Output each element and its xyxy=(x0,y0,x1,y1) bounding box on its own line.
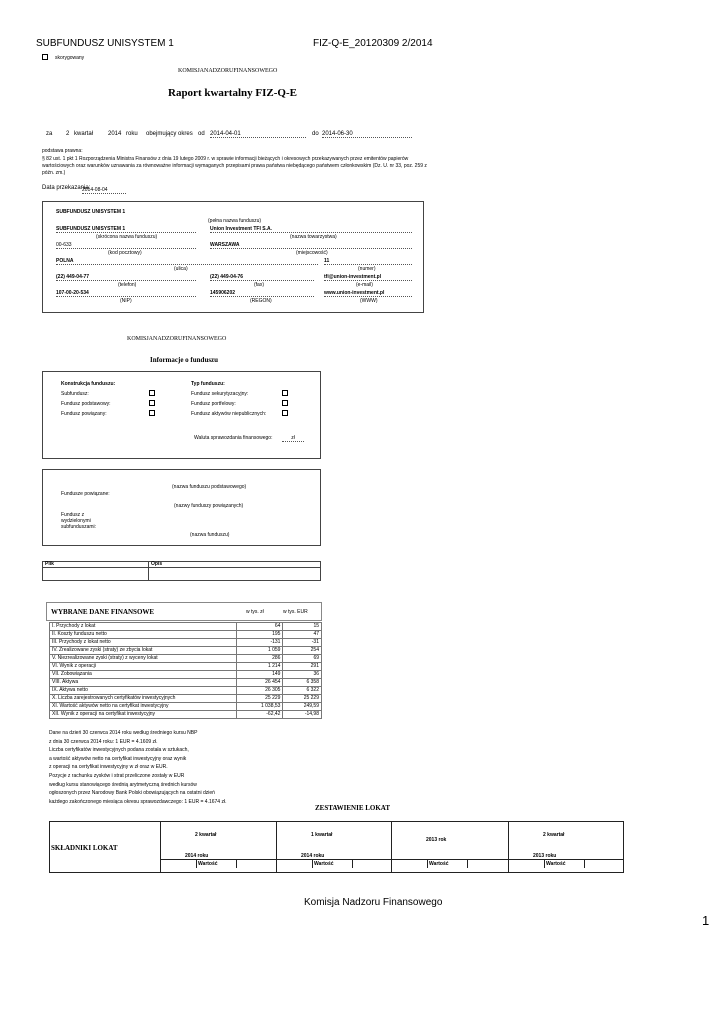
investments-col-period: 2 kwartał xyxy=(543,832,565,838)
fund-type-nonpublic-label: Fundusz aktywów niepublicznych: xyxy=(191,411,267,417)
entity-postal-code: 00-633 xyxy=(56,242,196,249)
entity-city: WARSZAWA xyxy=(210,242,412,249)
construction-base-label: Fundusz podstawowy: xyxy=(61,401,111,407)
financial-row-label: III. Przychody z lokat netto xyxy=(50,639,237,647)
investments-col-divider xyxy=(391,821,392,873)
entity-nip-caption: (NIP) xyxy=(120,298,132,304)
entity-phone: (22) 449-04-77 xyxy=(56,274,196,281)
authority-name-mid: KOMISJANADZORUFINANSOWEGO xyxy=(127,336,227,342)
fund-type-portfolio-label: Fundusz portfelowy: xyxy=(191,401,236,407)
footer-authority: Komisja Nadzoru Finansowego xyxy=(304,897,443,908)
investments-col-subdivider xyxy=(276,859,391,860)
financial-row-eur: 25 229 xyxy=(283,695,322,703)
period-quarter: 2 xyxy=(66,131,70,137)
financial-row-pln: 1 214 xyxy=(237,663,283,671)
entity-short-name-caption: (skrócona nazwa funduszu) xyxy=(96,234,158,240)
header-form-code: FIZ-Q-E_20120309 2/2014 xyxy=(313,38,433,49)
page-number: 1 xyxy=(702,913,710,928)
financial-row-label: XI. Wartość aktywów netto na certyfikat inwestycyjny xyxy=(50,703,237,711)
entity-email: tfi@union-investment.pl xyxy=(324,274,412,281)
financial-note-line: z dnia 30 czerwca 2014 roku: 1 EUR = 4.1609 zł. xyxy=(49,738,158,745)
financial-row-eur: -31 xyxy=(283,639,322,647)
entity-short-name: SUBFUNDUSZ UNISYSTEM 1 xyxy=(56,226,196,233)
entity-nip: 107-00-20-534 xyxy=(56,290,196,297)
construction-subfund-checkbox[interactable] xyxy=(149,390,155,396)
files-table xyxy=(42,561,321,581)
period-do: do xyxy=(312,131,319,137)
financial-col-pln: w tys. zł xyxy=(246,609,264,615)
financial-row-label: X. Liczba zarejestrowanych certyfikatów inwestycyjnych xyxy=(50,695,237,703)
legal-basis-label: podstawa prawna: xyxy=(42,148,83,154)
entity-regon: 145906202 xyxy=(210,290,314,297)
investments-col-value: Wartość xyxy=(429,861,449,867)
financial-notes xyxy=(49,729,226,806)
construction-related-label: Fundusz powiązany: xyxy=(61,411,107,417)
financial-row xyxy=(50,639,322,647)
files-table-column-divider xyxy=(148,561,149,581)
authority-name-top: KOMISJANADZORUFINANSOWEGO xyxy=(178,68,278,74)
financial-row-pln: -131 xyxy=(237,639,283,647)
financial-row-eur: 6 322 xyxy=(283,687,322,695)
period-to-date: 2014-06-30 xyxy=(322,131,412,138)
financial-note-line: z operacji na certyfikat inwestycyjny w zł oraz w EUR. xyxy=(49,764,168,771)
financial-row xyxy=(50,711,322,719)
entity-manager: Union Investment TFI S.A. xyxy=(210,226,412,233)
financial-row-eur: 36 xyxy=(283,671,322,679)
period-za: za xyxy=(46,131,53,137)
period-kwartal: kwartał xyxy=(74,131,94,137)
financial-row xyxy=(50,687,322,695)
related-funds-label: Fundusze powiązane: xyxy=(61,491,110,497)
fund-type-title: Typ funduszu: xyxy=(191,381,225,387)
financial-note-line: Pozycje z rachunku zysków i strat przeliczone zostały w EUR xyxy=(49,772,185,779)
submission-label: Data przekazania: xyxy=(42,185,91,191)
financial-row-label: VI. Wynik z operacji xyxy=(50,663,237,671)
financial-row-eur: 69 xyxy=(283,655,322,663)
financial-note-line: każdego zakończonego miesiąca okresu sprawozdawczego: 1 EUR = 4.1674 zł. xyxy=(49,798,227,805)
base-fund-caption: (nazwa funduszu podstawowego) xyxy=(172,484,247,490)
financial-note-line: według kursu stanowiącego średnią arytmetyczną średnich kursów xyxy=(49,781,197,788)
financial-row-label: VII. Zobowiązania xyxy=(50,671,237,679)
investments-col-divider xyxy=(160,821,161,873)
entity-www: www.union-investment.pl xyxy=(324,290,412,297)
investments-value-tick xyxy=(236,860,237,868)
entity-www-caption: (WWW) xyxy=(360,298,378,304)
financial-row-pln: 149 xyxy=(237,671,283,679)
fund-type-nonpublic-checkbox[interactable] xyxy=(282,410,288,416)
financial-row-eur: 291 xyxy=(283,663,322,671)
financial-row-eur: 249,59 xyxy=(283,703,322,711)
investments-first-col: SKŁADNIKI LOKAT xyxy=(51,844,118,852)
investments-col-period: 1 kwartał xyxy=(311,832,333,838)
investments-col-subdivider xyxy=(508,859,624,860)
construction-title: Konstrukcja funduszu: xyxy=(61,381,116,387)
financial-row-pln: 1 059 xyxy=(237,647,283,655)
investments-col-year: 2013 roku xyxy=(533,853,557,859)
fund-name-caption: (nazwa funduszu) xyxy=(190,532,230,538)
financial-row-label: IV. Zrealizowane zyski (straty) ze zbycia lokat xyxy=(50,647,237,655)
investments-col-year: 2014 roku xyxy=(185,853,209,859)
separated-subfunds-label: Fundusz z wydzielonymi subfunduszami: xyxy=(61,512,97,530)
investments-value-tick xyxy=(196,860,197,868)
financial-row-eur: 47 xyxy=(283,631,322,639)
investments-value-tick xyxy=(467,860,468,868)
entity-full-name: SUBFUNDUSZ UNISYSTEM 1 xyxy=(56,209,126,215)
entity-city-caption: (miejscowość) xyxy=(296,250,328,256)
entity-regon-caption: (REGON) xyxy=(250,298,272,304)
entity-full-name-caption: (pełna nazwa funduszu) xyxy=(208,218,262,224)
financial-row-pln: 25 229 xyxy=(237,695,283,703)
financial-row-pln: 26 454 xyxy=(237,679,283,687)
investments-col-value: Wartość xyxy=(314,861,334,867)
financial-row xyxy=(50,695,322,703)
financial-row xyxy=(50,623,322,631)
entity-number: 11 xyxy=(324,258,412,265)
financial-col-eur: w tys. EUR xyxy=(283,609,308,615)
related-funds-caption: (nazwy funduszy powiązanych) xyxy=(174,503,244,509)
files-col-file: Plik xyxy=(45,561,54,567)
investments-value-tick xyxy=(352,860,353,868)
financial-row xyxy=(50,703,322,711)
financial-row xyxy=(50,679,322,687)
financial-row-label: II. Koszty funduszu netto xyxy=(50,631,237,639)
investments-value-tick xyxy=(544,860,545,868)
entity-fax-caption: (fax) xyxy=(254,282,264,288)
investments-col-year: 2014 roku xyxy=(301,853,325,859)
report-title: Raport kwartalny FIZ-Q-E xyxy=(168,87,297,99)
financial-row-pln: 1 038,53 xyxy=(237,703,283,711)
financial-row-label: XII. Wynik z operacji na certyfikat inwestycyjny xyxy=(50,711,237,719)
financial-row-eur: 254 xyxy=(283,647,322,655)
fund-type-securitization-checkbox[interactable] xyxy=(282,390,288,396)
financial-note-line: ogłoszonych przez Narodowy Bank Polski obowiązujących na ostatni dzień xyxy=(49,790,215,797)
financial-row-pln: 64 xyxy=(237,623,283,631)
financial-row-pln: 26 305 xyxy=(237,687,283,695)
corrected-label: skorygowany xyxy=(55,55,85,61)
entity-number-caption: (numer) xyxy=(358,266,376,272)
entity-manager-caption: (nazwa towarzystwa) xyxy=(290,234,337,240)
financial-table xyxy=(49,622,322,719)
entity-fax: (22) 449-04-76 xyxy=(210,274,314,281)
financial-note-line: Dane na dzień 30 czerwca 2014 roku według średniego kursu NBP xyxy=(49,730,198,736)
financial-row xyxy=(50,663,322,671)
investments-value-tick xyxy=(427,860,428,868)
currency-label: Waluta sprawozdania finansowego: xyxy=(194,435,273,441)
investments-col-subdivider xyxy=(160,859,276,860)
financial-row-label: I. Przychody z lokat xyxy=(50,623,237,631)
files-col-description: Opis xyxy=(151,561,163,567)
financial-row xyxy=(50,647,322,655)
investments-col-period: 2013 rok xyxy=(426,837,447,843)
entity-postal-caption: (kod pocztowy) xyxy=(108,250,142,256)
investments-col-divider xyxy=(508,821,509,873)
header-fund-name: SUBFUNDUSZ UNISYSTEM 1 xyxy=(36,38,174,49)
files-table-header-divider xyxy=(42,567,321,568)
financial-title: WYBRANE DANE FINANSOWE xyxy=(51,608,155,616)
financial-row xyxy=(50,671,322,679)
financial-row xyxy=(50,631,322,639)
fund-type-securitization-label: Fundusz sekurytyzacyjny: xyxy=(191,391,249,397)
financial-note-line: a wartość aktywów netto na certyfikat inwestycyjny oraz wynik xyxy=(49,755,187,762)
financial-row-label: VIII. Aktywa xyxy=(50,679,237,687)
fund-type-portfolio-checkbox[interactable] xyxy=(282,400,288,406)
investments-col-period: 2 kwartał xyxy=(195,832,217,838)
period-from-date: 2014-04-01 xyxy=(210,131,306,138)
corrected-checkbox[interactable] xyxy=(42,54,48,60)
financial-row-pln: 286 xyxy=(237,655,283,663)
construction-base-checkbox[interactable] xyxy=(149,400,155,406)
fund-info-title: Informacje o funduszu xyxy=(150,356,219,364)
entity-street: POLNA xyxy=(56,258,318,265)
period-roku: roku xyxy=(126,131,138,137)
entity-phone-caption: (telefon) xyxy=(118,282,137,288)
construction-subfund-label: Subfundusz: xyxy=(61,391,89,397)
legal-basis-text: § 82 ust. 1 pkt 1 Rozporządzenia Ministra Finansów z dnia 19 lutego 2009 r. w sprawie informacji bieżących i okresowych przekazywanych przez emitentów papierów wartościowych oraz warunków uznawania za równoważne informacji wymaganych przepisami prawa państwa niebędącego państwem członkowskim (Dz. U. nr 33, poz. 259 z późn. zm.) xyxy=(42,156,427,176)
financial-row-label: IX. Aktywa netto xyxy=(50,687,237,695)
financial-row-label: V. Niezrealizowane zyski (straty) z wyceny lokat xyxy=(50,655,237,663)
investments-col-divider xyxy=(276,821,277,873)
submission-date: 2014-08-04 xyxy=(82,187,126,194)
entity-email-caption: (e-mail) xyxy=(356,282,373,288)
currency-value: zł xyxy=(282,435,304,442)
financial-row-eur: -14,98 xyxy=(283,711,322,719)
entity-street-caption: (ulica) xyxy=(174,266,188,272)
investments-value-tick xyxy=(584,860,585,868)
period-obejmujacy: obejmujący okres xyxy=(146,131,193,137)
construction-related-checkbox[interactable] xyxy=(149,410,155,416)
financial-row-eur: 6 358 xyxy=(283,679,322,687)
investments-col-value: Wartość xyxy=(546,861,566,867)
investments-table xyxy=(49,821,624,873)
investments-col-value: Wartość xyxy=(198,861,218,867)
investments-col-subdivider xyxy=(391,859,508,860)
investments-title: ZESTAWIENIE LOKAT xyxy=(315,804,391,812)
financial-row-eur: 15 xyxy=(283,623,322,631)
investments-value-tick xyxy=(312,860,313,868)
financial-row-pln: 195 xyxy=(237,631,283,639)
financial-note-line: Liczba certyfikatów inwestycyjnych podana została w sztukach, xyxy=(49,747,189,754)
financial-row-pln: -62,42 xyxy=(237,711,283,719)
period-od: od xyxy=(198,131,205,137)
financial-row xyxy=(50,655,322,663)
period-year: 2014 xyxy=(108,131,122,137)
